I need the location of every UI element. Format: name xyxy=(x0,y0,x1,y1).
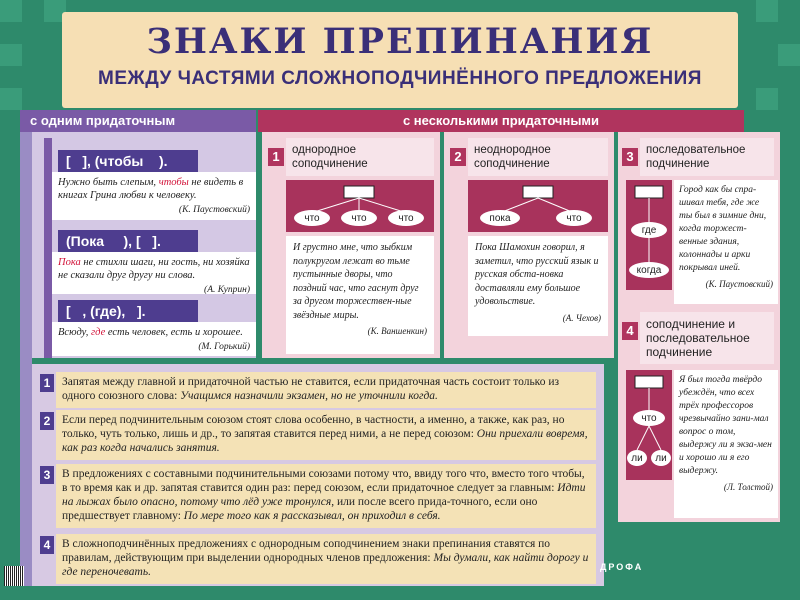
rule-number: 4 xyxy=(40,536,54,554)
example-3 xyxy=(52,322,256,356)
rule-number: 3 xyxy=(40,466,54,484)
scheme-diagram xyxy=(626,180,672,290)
poster-header xyxy=(62,12,738,108)
publisher-logo: ДРОФА xyxy=(600,562,644,572)
band-multiple-clauses: с несколькими придаточными xyxy=(258,110,744,132)
example-text: И грустно мне, что зыбким полукругом лежат во тьме пустынные дворы, что поздний час, что гаснут друг за другом торжествен-ные звёздные миры. xyxy=(293,242,419,321)
pattern-scheme-1: [ ], (чтобы ). xyxy=(58,150,198,172)
example-author: (К. Паустовский) xyxy=(178,205,250,215)
example-text: Город как бы спра-шивал тебя, где же ты был в зимние дни, когда торжест-венные здания, колоннады и арки покрывал иней. xyxy=(679,185,767,273)
rule-text: В предложениях с составными подчинительными союзами потому что, ввиду того что, вместо того чтобы, в то время как и др. запятая ставится один раз: перед союзом, если придаточное следует за главным: xyxy=(62,468,585,494)
rule-example: Мы думали, как найти дорогу и где переночевать. xyxy=(62,552,589,578)
column-number: 2 xyxy=(450,148,466,166)
page-title: ЗНАКИ ПРЕПИНАНИЯ xyxy=(146,21,654,62)
rule-example: Идти на лыжах было опасно, потому что лёд уже тронулся xyxy=(62,482,586,508)
conjunction-highlight: Пока xyxy=(58,257,81,268)
band-single-clause: с одним придаточным xyxy=(20,110,256,132)
example-author: (А. Куприн) xyxy=(204,285,250,295)
bg-square xyxy=(756,0,778,22)
column-example-4 xyxy=(674,370,778,518)
column-number: 1 xyxy=(268,148,284,166)
scheme-diagram xyxy=(626,370,672,480)
rule-text: Запятая между главной и придаточной частью не ставится, если придаточная часть состоит только из одного союзного слова: xyxy=(62,376,560,402)
page-subtitle: МЕЖДУ ЧАСТЯМИ СЛОЖНОПОДЧИНЁННОГО ПРЕДЛОЖЕНИЯ xyxy=(98,68,702,89)
diagram-word: что xyxy=(398,213,414,224)
example-author: (М. Горький) xyxy=(198,342,250,352)
example-text: Всюду, xyxy=(58,327,92,338)
example-text: Пока Шамохин говорил, я заметил, что русский язык и русская обста-новка доставляли ему большое удовольствие. xyxy=(475,242,599,307)
rule-1 xyxy=(56,372,596,408)
column-heading: однородное соподчинение xyxy=(286,138,434,176)
rule-example: По мере того как я рассказывал, он приходил в себя. xyxy=(183,510,441,522)
example-author: (А. Чехов) xyxy=(562,312,601,323)
decorative-bar xyxy=(20,132,32,364)
bg-square xyxy=(0,0,22,22)
example-text: не видеть в книгах Грина любви к человеку. xyxy=(58,177,244,201)
column-example-3 xyxy=(674,180,778,304)
conjunction-highlight: чтобы xyxy=(158,177,189,188)
diagram-word: где xyxy=(641,225,657,236)
column-heading: неоднородное соподчинение xyxy=(468,138,608,176)
rule-4 xyxy=(56,534,596,584)
diagram-word: что xyxy=(641,413,657,424)
diagram-word: что xyxy=(351,213,367,224)
rule-number: 1 xyxy=(40,374,54,392)
column-heading: соподчинение и последовательное подчинение xyxy=(640,312,774,364)
example-text: не стихли шаги, ни гость, ни хозяйка не сказали друг другу ни слова. xyxy=(58,257,250,281)
example-author: (Л. Толстой) xyxy=(723,482,773,492)
example-author: (К. Паустовский) xyxy=(705,279,773,289)
barcode-icon xyxy=(4,566,24,586)
decorative-bar xyxy=(20,364,32,586)
diagram-word: пока xyxy=(489,213,511,224)
bg-square xyxy=(0,88,22,110)
diagram-word: ли xyxy=(655,453,667,464)
scheme-diagram xyxy=(286,180,434,232)
main-clause-box xyxy=(635,376,663,388)
pattern-scheme-3: [ , (где), ]. xyxy=(58,300,198,322)
bg-square xyxy=(778,44,800,66)
bg-square xyxy=(756,88,778,110)
rule-text: Если перед подчинительным союзом стоят слова особенно, в частности, а именно, а также, как раз, но только, чуть только, лишь и др., то запятая ставится перед ними, а не перед союзом: xyxy=(62,414,565,440)
column-heading: последовательное подчинение xyxy=(640,138,774,176)
bg-square xyxy=(0,44,22,66)
conjunction-highlight: где xyxy=(91,327,106,338)
example-1 xyxy=(52,172,256,220)
diagram-word: что xyxy=(566,213,582,224)
example-text: Я был тогда твёрдо убеждён, что всех трёх профессоров чрезвычайно зани-мал вопрос о том, выдержу ли я экза-мен и хорошо ли я его выдержу. xyxy=(679,375,772,476)
main-clause-box xyxy=(344,186,374,198)
column-example-2 xyxy=(468,236,608,336)
column-number: 3 xyxy=(622,148,638,166)
column-example-1 xyxy=(286,236,434,354)
example-text: Нужно быть слепым, xyxy=(58,177,159,188)
rule-text: , или после всего прида-точного, если оно предшествует главному: xyxy=(62,496,538,522)
diagram-word: когда xyxy=(636,265,662,276)
main-clause-box xyxy=(635,186,663,198)
rule-example: Учащимся назначили экзамен, но не уточнили когда. xyxy=(180,390,438,402)
pattern-scheme-2: (Пока ), [ ]. xyxy=(58,230,198,252)
diagram-word: ли xyxy=(631,453,643,464)
rule-2 xyxy=(56,410,596,460)
scheme-diagram xyxy=(468,180,608,232)
rule-text: В сложноподчинённых предложениях с однородным соподчинением знаки препинания ставятся по правилам, действующим при выделении однородных членов предложения: xyxy=(62,538,551,564)
rule-example: Они приехали вовремя, как раз когда начались занятия. xyxy=(62,428,588,454)
rule-3 xyxy=(56,464,596,528)
rule-number: 2 xyxy=(40,412,54,430)
example-text: есть человек, есть и хорошее. xyxy=(105,327,243,338)
decorative-bar xyxy=(44,138,52,358)
main-clause-box xyxy=(523,186,553,198)
example-author: (К. Ваншенкин) xyxy=(367,326,427,336)
diagram-word: что xyxy=(304,213,320,224)
column-number: 4 xyxy=(622,322,638,340)
example-2 xyxy=(52,252,256,294)
